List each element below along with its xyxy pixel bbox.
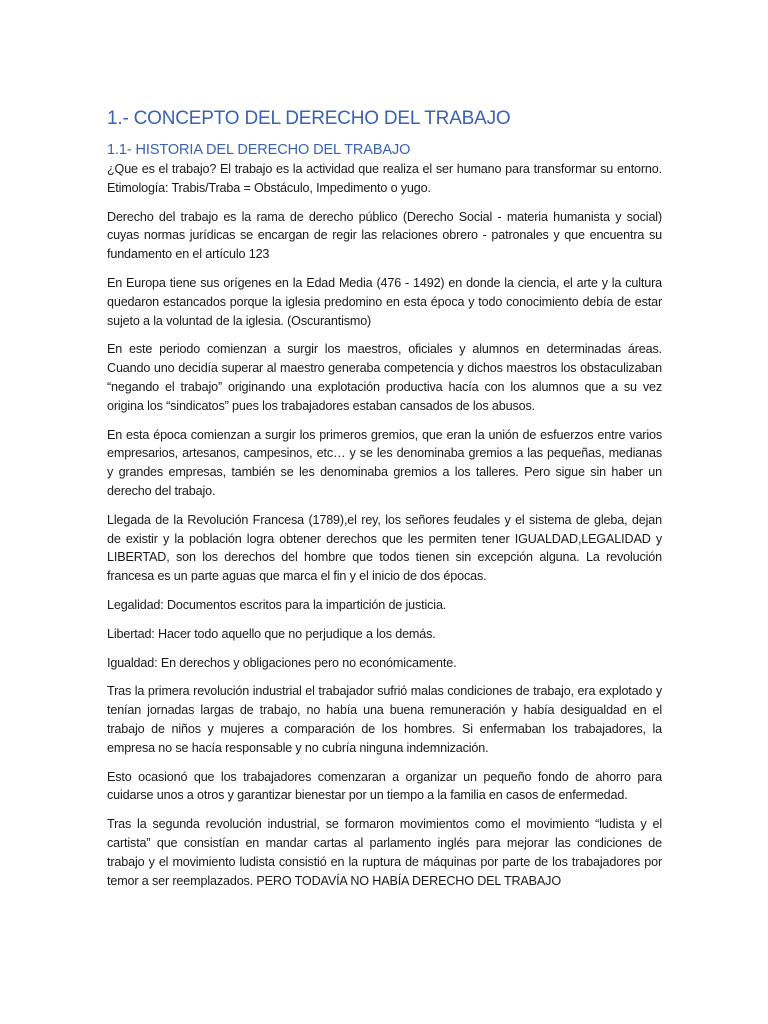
- subsection-heading: 1.1- HISTORIA DEL DERECHO DEL TRABAJO: [107, 142, 411, 158]
- paragraph-fondo-de-ahorro: Esto ocasionó que los trabajadores comenzaran a organizar un pequeño fondo de ahorro para cuidarse unos a otros y garantizar bienestar por un tiempo a la familia en casos de enfermedad.: [107, 769, 662, 803]
- paragraph-segunda-revolucion-industrial: Tras la segunda revolución industrial, se formaron movimientos como el movimiento “ludista y el cartista” que consistían en mandar cartas al parlamento inglés para mejorar las condiciones de trabajo y el movimiento ludista consistió en la ruptura de máquinas por parte de los trabajadores por temor a ser reemplazados. PERO TODAVÍA NO HABÍA DERECHO DEL TRABAJO: [107, 817, 662, 888]
- paragraph-libertad: Libertad: Hacer todo aquello que no perjudique a los demás.: [107, 626, 436, 641]
- paragraph-derecho-del-trabajo: Derecho del trabajo es la rama de derecho público (Derecho Social - materia humanista y social) cuyas normas jurídicas se encargan de regir las relaciones obrero - patronales y que encuentra su fundamento en el artículo 123: [107, 209, 662, 262]
- paragraph-maestros-oficiales: En este periodo comienzan a surgir los maestros, oficiales y alumnos en determinadas áreas. Cuando uno decidía superar al maestro generaba competencia y dichos maestros los obstaculizaban “negando el trabajo” originando una explotación productiva hacía con los alumnos que a su vez origina los “sindicatos” pues los trabajadores estaban cansados de los abusos.: [107, 342, 662, 413]
- paragraph-edad-media: En Europa tiene sus orígenes en la Edad Media (476 - 1492) en donde la ciencia, el arte y la cultura quedaron estancados porque la iglesia predomino en esta época y todo conocimiento debía de estar sujeto a la voluntad de la iglesia. (Oscurantismo): [107, 275, 662, 328]
- paragraph-gremios: En esta época comienzan a surgir los primeros gremios, que eran la unión de esfuerzos entre varios empresarios, artesanos, campesinos, etc… y se les denominaba gremios a las pequeñas, medianas y grandes empresas, también se les denominaba gremios a los talleres. Pero sigue sin haber un derecho del trabajo.: [107, 427, 662, 498]
- paragraph-igualdad: Igualdad: En derechos y obligaciones pero no económicamente.: [107, 655, 457, 670]
- paragraph-primera-revolucion-industrial: Tras la primera revolución industrial el trabajador sufrió malas condiciones de trabajo, era explotado y tenían jornadas largas de trabajo, no había una buena remuneración y había desigualdad en el trabajo de niños y mujeres a comparación de los hombres. Si enfermaban los trabajadores, la empresa no se hacía responsable y no cubría ninguna indemnización.: [107, 684, 662, 755]
- document-page: [107, 104, 662, 900]
- paragraph-revolucion-francesa: Llegada de la Revolución Francesa (1789),el rey, los señores feudales y el sistema de gleba, dejan de existir y la población logra obtener derechos que les permiten tener IGUALDAD,LEGALIDAD y LIBERTAD, son los derechos del hombre que todos tienen sin excepción alguna. La revolución francesa es un parte aguas que marca el fin y el inicio de dos épocas.: [107, 512, 662, 584]
- section-heading: 1.- CONCEPTO DEL DERECHO DEL TRABAJO: [107, 108, 511, 129]
- paragraph-trabajo-definicion: ¿Que es el trabajo? El trabajo es la actividad que realiza el ser humano para transformar su entorno. Etimología: Trabis/Traba = Obstáculo, Impedimento o yugo.: [107, 162, 662, 195]
- paragraph-legalidad: Legalidad: Documentos escritos para la impartición de justicia.: [107, 597, 447, 612]
